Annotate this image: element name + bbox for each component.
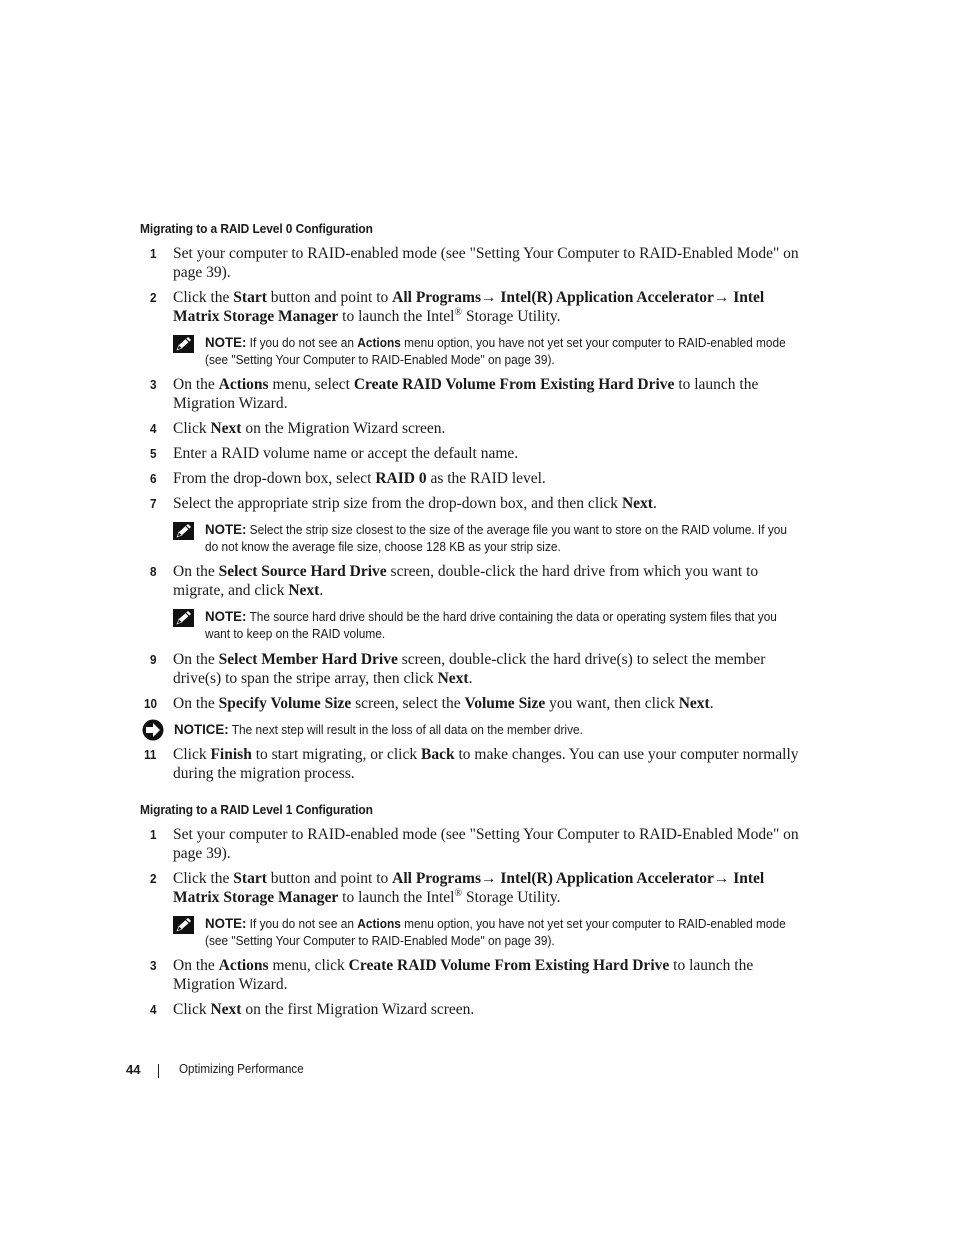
text-run: Set your computer to RAID-enabled mode (see "Setting Your Computer to RAID-Enabled Mode" on page 39). — [173, 245, 799, 281]
text-run: On the — [173, 695, 219, 712]
step-text — [173, 469, 813, 488]
ui-term: Actions — [218, 376, 269, 393]
step-number: 3 — [150, 377, 157, 392]
text-run: Storage Utility. — [462, 889, 561, 906]
step-text — [173, 694, 813, 713]
text-run: On the — [173, 376, 219, 393]
ui-term: Start — [233, 870, 267, 887]
note-text — [205, 608, 794, 643]
step-text — [173, 745, 813, 783]
ui-term: All Programs→ Intel(R) Application Accelerator→ Intel Matrix Storage Manager — [173, 870, 765, 906]
text-run: Click — [173, 1001, 211, 1018]
step-number: 1 — [150, 246, 157, 261]
step-number: 10 — [144, 696, 158, 711]
text-run: Set your computer to RAID-enabled mode (see "Setting Your Computer to RAID-Enabled Mode" on page 39). — [173, 826, 799, 862]
step-text — [173, 375, 813, 413]
registered-mark: ® — [454, 306, 463, 318]
note-text — [205, 334, 794, 369]
step-number: 3 — [150, 958, 157, 973]
step-text — [173, 869, 813, 907]
text-run: Select the appropriate strip size from the drop-down box, and then click — [173, 495, 622, 512]
text-run: Enter a RAID volume name or accept the default name. — [173, 445, 519, 462]
step-text — [173, 288, 813, 326]
text-run: menu, select — [268, 376, 354, 393]
step-number: 4 — [150, 421, 157, 436]
text-run: to launch the Migration Wizard. — [173, 376, 759, 412]
ui-term: Volume Size — [464, 695, 546, 712]
ui-term: Next — [621, 495, 653, 512]
note-label: NOTE: — [205, 608, 247, 624]
text-run: screen, select the — [351, 695, 465, 712]
ui-term: RAID 0 — [375, 470, 427, 487]
step-number: 9 — [150, 652, 157, 667]
section-heading-raid1: Migrating to a RAID Level 1 Configuration — [140, 802, 373, 817]
step-text — [173, 956, 813, 994]
note-content — [205, 610, 777, 641]
ui-term: Next — [210, 420, 242, 437]
text-run: on the Migration Wizard screen. — [241, 420, 446, 437]
text-run: on the first Migration Wizard screen. — [241, 1001, 475, 1018]
text-run: menu option, you have not yet set your computer to RAID-enabled mode (see "Setting Your Computer to RAID-Enabled Mode" on page 39). — [205, 917, 786, 948]
ui-term: Create RAID Volume From Existing Hard Drive — [348, 957, 670, 974]
text-run: screen, double-click the hard drive(s) to select the member drive(s) to span the stripe array, then click — [173, 651, 766, 687]
step-text — [173, 562, 813, 600]
note-content — [205, 523, 787, 554]
section-heading-raid0: Migrating to a RAID Level 0 Configuration — [140, 221, 373, 236]
footer-section-title: Optimizing Performance — [179, 1062, 304, 1076]
pencil-note-icon — [173, 609, 194, 627]
step-number: 4 — [150, 1002, 157, 1017]
ui-term: Next — [678, 695, 710, 712]
pencil-note-icon — [173, 522, 194, 540]
text-run: Storage Utility. — [462, 308, 561, 325]
text-run: to start migrating, or click — [251, 746, 421, 763]
text-run: From the drop-down box, select — [173, 470, 376, 487]
note-content — [205, 917, 786, 948]
text-run: Click the — [173, 870, 234, 887]
text-run: screen, double-click the hard drive from which you want to migrate, and click — [173, 563, 759, 599]
ui-term: All Programs→ Intel(R) Application Accelerator→ Intel Matrix Storage Manager — [173, 289, 765, 325]
text-run: to make changes. You can use your computer normally during the migration process. — [173, 746, 799, 782]
ui-term: Select Member Hard Drive — [218, 651, 398, 668]
text-run: you want, then click — [545, 695, 679, 712]
ui-term: Finish — [210, 746, 252, 763]
ui-term: Actions — [357, 336, 401, 350]
text-run: menu option, you have not yet set your computer to RAID-enabled mode (see "Setting Your Computer to RAID-Enabled Mode" on page 39). — [205, 336, 786, 367]
text-run: . — [468, 670, 473, 687]
ui-term: Start — [233, 289, 267, 306]
step-number: 7 — [150, 496, 157, 511]
text-run: button and point to — [266, 289, 393, 306]
text-run: Select the strip size closest to the size of the average file you want to store on the RAID volume. If you do not know the average file size, choose 128 KB as your strip size. — [205, 523, 787, 554]
pencil-note-icon — [173, 916, 194, 934]
text-run: to launch the Intel — [338, 889, 455, 906]
notice-label: NOTICE: — [174, 721, 229, 737]
note-label: NOTE: — [205, 334, 247, 350]
notice-arrow-icon — [141, 719, 165, 741]
text-run: as the RAID level. — [426, 470, 546, 487]
text-run: button and point to — [266, 870, 393, 887]
text-run: to launch the Intel — [338, 308, 455, 325]
text-run: . — [709, 695, 714, 712]
step-number: 11 — [144, 747, 157, 762]
text-run: If you do not see an — [246, 336, 358, 350]
step-text — [173, 244, 813, 282]
ui-term: Next — [210, 1001, 242, 1018]
pencil-note-icon — [173, 335, 194, 353]
notice-text — [174, 721, 763, 739]
ui-term: Select Source Hard Drive — [218, 563, 387, 580]
notice-content — [229, 723, 583, 737]
note-label: NOTE: — [205, 521, 247, 537]
text-run: On the — [173, 957, 219, 974]
text-run: . — [319, 582, 324, 599]
step-text — [173, 825, 813, 863]
registered-mark: ® — [454, 887, 463, 899]
note-content — [205, 336, 786, 367]
step-number: 1 — [150, 827, 157, 842]
footer-divider — [158, 1064, 159, 1078]
text-run: If you do not see an — [246, 917, 358, 931]
step-text — [173, 494, 813, 513]
ui-term: Next — [288, 582, 320, 599]
note-text — [205, 915, 794, 950]
text-run: Click — [173, 420, 211, 437]
step-text — [173, 1000, 813, 1019]
ui-term: Specify Volume Size — [218, 695, 352, 712]
text-run: . — [652, 495, 657, 512]
ui-term: Actions — [218, 957, 269, 974]
text-run: to launch the Migration Wizard. — [173, 957, 754, 993]
page-number: 44 — [126, 1062, 141, 1077]
ui-term: Create RAID Volume From Existing Hard Drive — [353, 376, 675, 393]
step-number: 2 — [150, 290, 157, 305]
note-text — [205, 521, 794, 556]
step-number: 8 — [150, 564, 157, 579]
step-number: 2 — [150, 871, 157, 886]
text-run: The next step will result in the loss of all data on the member drive. — [228, 723, 583, 737]
step-text — [173, 419, 813, 438]
step-number: 5 — [150, 446, 157, 461]
text-run: Click the — [173, 289, 234, 306]
step-number: 6 — [150, 471, 157, 486]
step-text — [173, 650, 813, 688]
text-run: On the — [173, 651, 219, 668]
ui-term: Actions — [357, 917, 401, 931]
step-text — [173, 444, 813, 463]
text-run: The source hard drive should be the hard drive containing the data or operating system files that you want to keep on the RAID volume. — [205, 610, 777, 641]
text-run: Click — [173, 746, 211, 763]
text-run: On the — [173, 563, 219, 580]
note-label: NOTE: — [205, 915, 247, 931]
ui-term: Next — [437, 670, 469, 687]
ui-term: Back — [421, 746, 455, 763]
text-run: menu, click — [268, 957, 349, 974]
